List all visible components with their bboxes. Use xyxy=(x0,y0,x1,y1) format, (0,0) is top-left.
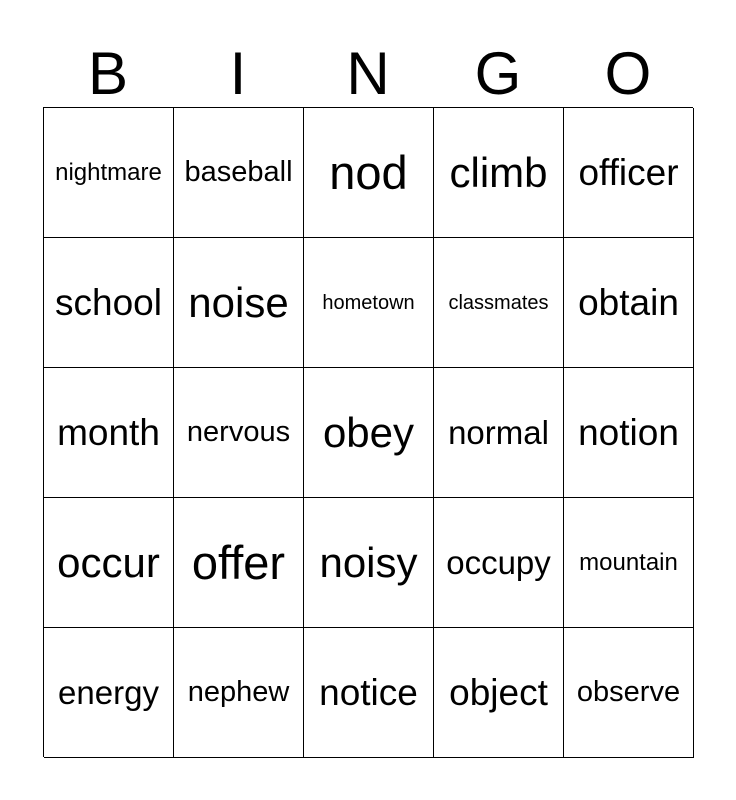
cell-word: classmates xyxy=(448,291,549,314)
bingo-cell[interactable] xyxy=(174,628,304,758)
cell-word: normal xyxy=(448,414,549,451)
cell-word: nod xyxy=(329,146,408,199)
bingo-cell[interactable] xyxy=(564,498,694,628)
cell-word: school xyxy=(55,282,162,323)
cell-word: nightmare xyxy=(55,158,162,186)
bingo-cell[interactable] xyxy=(174,238,304,368)
bingo-cell[interactable] xyxy=(174,108,304,238)
cell-word: mountain xyxy=(579,548,678,576)
bingo-cell[interactable] xyxy=(174,368,304,498)
bingo-cell[interactable] xyxy=(564,108,694,238)
header-letter-n: N xyxy=(346,40,390,107)
bingo-cell[interactable] xyxy=(174,498,304,628)
cell-word: noisy xyxy=(319,538,418,586)
bingo-cell[interactable] xyxy=(434,368,564,498)
cell-word: noise xyxy=(188,278,289,326)
cell-word: climb xyxy=(449,148,548,196)
cell-word: offer xyxy=(191,536,286,589)
bingo-cell[interactable] xyxy=(304,498,434,628)
bingo-cell[interactable] xyxy=(434,108,564,238)
bingo-cell[interactable] xyxy=(304,368,434,498)
header-letter-b: B xyxy=(87,40,129,107)
bingo-cell[interactable] xyxy=(304,238,434,368)
cell-word: occur xyxy=(57,538,160,586)
cell-word: occupy xyxy=(446,544,551,581)
cell-word: notice xyxy=(319,672,418,713)
bingo-cell[interactable] xyxy=(564,368,694,498)
bingo-cell[interactable] xyxy=(564,238,694,368)
bingo-cell[interactable] xyxy=(304,108,434,238)
bingo-cell[interactable] xyxy=(44,108,174,238)
bingo-cell[interactable] xyxy=(44,628,174,758)
cell-word: observe xyxy=(576,676,681,708)
cell-word: officer xyxy=(578,152,679,193)
bingo-board xyxy=(43,107,693,757)
cell-word: obtain xyxy=(578,282,679,323)
header-letter-g: G xyxy=(474,40,522,107)
cell-word: month xyxy=(57,412,160,453)
cell-word: object xyxy=(449,672,548,713)
cell-word: baseball xyxy=(184,156,293,188)
header-letter-o: O xyxy=(604,40,652,107)
cell-word: energy xyxy=(58,674,159,711)
bingo-cell[interactable] xyxy=(434,238,564,368)
bingo-cell[interactable] xyxy=(434,498,564,628)
bingo-cell[interactable] xyxy=(304,628,434,758)
cell-word: notion xyxy=(578,412,679,453)
header-letter-i: I xyxy=(229,40,247,107)
cell-word: hometown xyxy=(322,291,415,314)
bingo-header xyxy=(43,40,693,108)
cell-word: nervous xyxy=(186,416,291,448)
bingo-cell[interactable] xyxy=(564,628,694,758)
cell-word: nephew xyxy=(187,676,290,708)
bingo-cell[interactable] xyxy=(44,368,174,498)
cell-word: obey xyxy=(322,408,415,456)
bingo-cell[interactable] xyxy=(44,498,174,628)
bingo-cell[interactable] xyxy=(44,238,174,368)
bingo-cell[interactable] xyxy=(434,628,564,758)
